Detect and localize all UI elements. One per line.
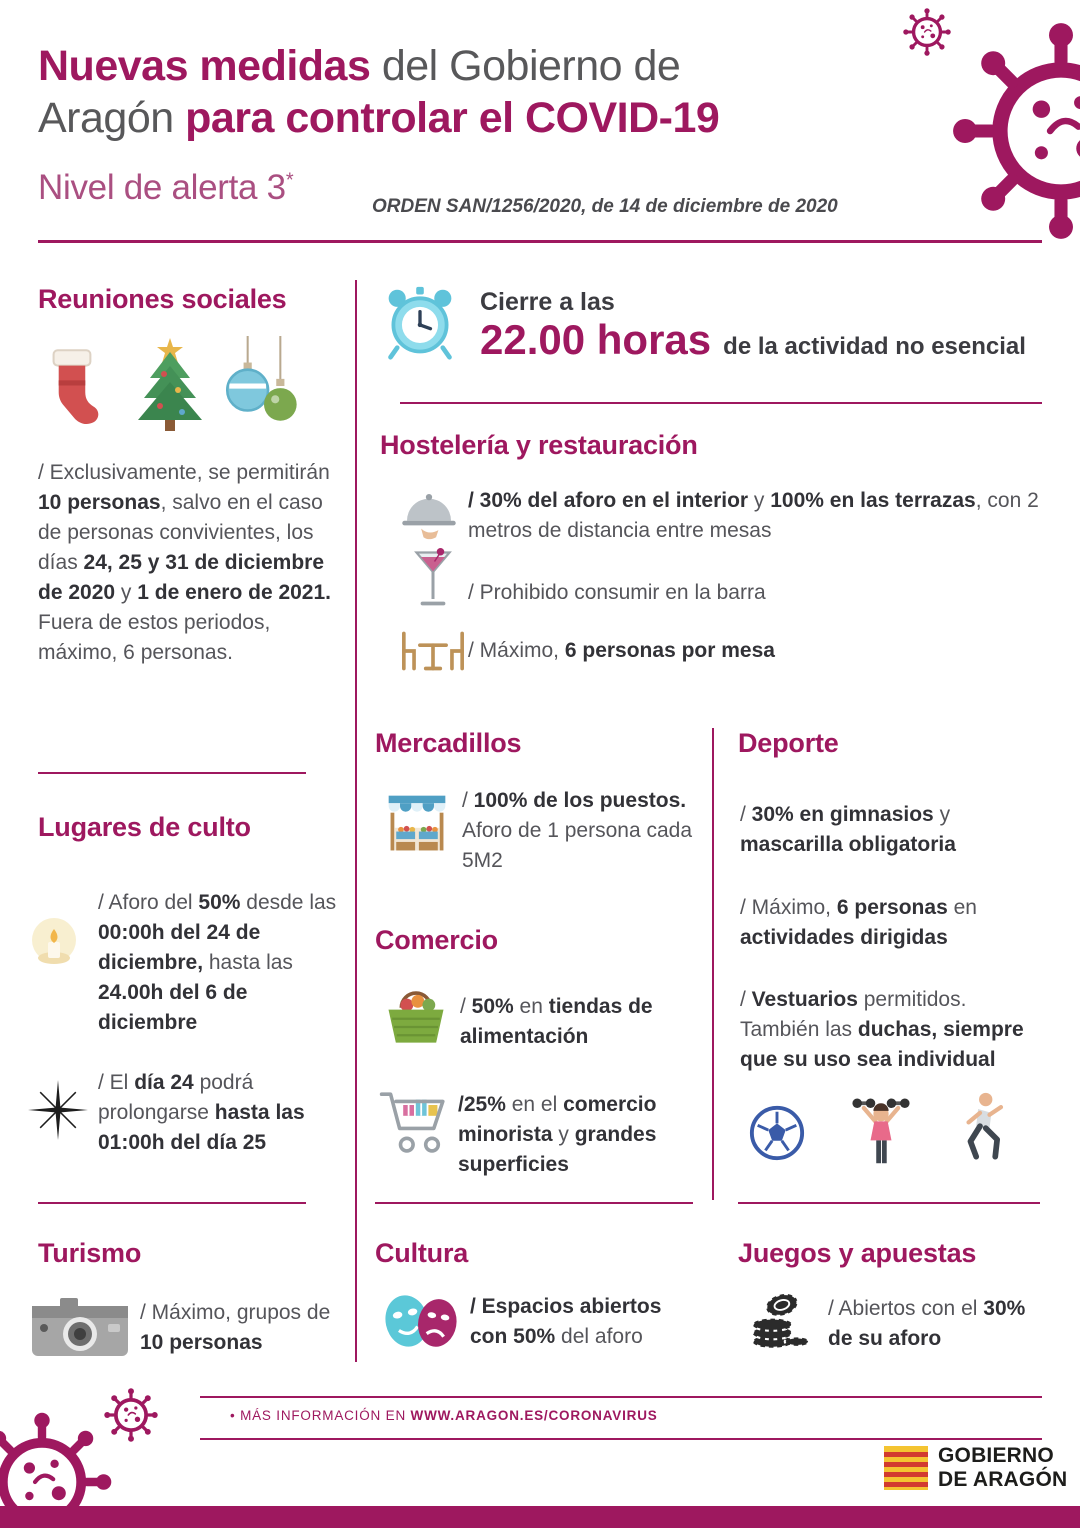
logo-line-1: GOBIERNO [938,1444,1054,1467]
christmas-stocking-icon [42,338,104,432]
christmas-tree-icon [126,334,214,434]
soccer-ball-icon [748,1104,806,1162]
turismo-item-1: / Máximo, grupos de 10 personas [140,1301,331,1355]
alert-level-text: Nivel de alerta 3 [38,168,286,207]
cocktail-icon [412,546,454,610]
vertical-divider-right [712,728,714,1200]
alarm-clock-icon [382,284,458,362]
deporte-item-1: / 30% en gimnasios y mascarilla obligatoria [740,803,956,857]
hosteleria-item-3: / Máximo, 6 personas por mesa [468,639,775,662]
middle-divider [375,1202,693,1204]
coronavirus-icon-footer-small [104,1388,158,1442]
alert-level [38,168,293,208]
culto-item-2: / El día 24 podrá prolongarse hasta las 01:00h del día 25 [98,1071,305,1155]
hosteleria-item-2: / Prohibido consumir en la barra [468,581,766,604]
culto-item-1: / Aforo del 50% desde las 00:00h del 24 de diciembre, hasta las 24.00h del 6 de diciembre [98,891,337,1035]
banner-suffix: de la actividad no esencial [723,333,1026,360]
vertical-divider-left [355,280,357,1362]
left-divider-2 [38,1202,306,1204]
order-reference: ORDEN SAN/1256/2020, de 14 de diciembre de 2020 [372,196,838,217]
section-title-culto: Lugares de culto [38,812,251,842]
banner-time: 22.00 horas [480,316,712,363]
title-gray-1: del Gobierno de [370,42,681,90]
footer-divider-bottom [200,1438,1042,1440]
banner-prefix: Cierre a las [480,288,615,316]
bottom-accent-bar [0,1506,1080,1528]
footer-info-url[interactable]: WWW.ARAGON.ES/CORONAVIRUS [410,1408,658,1423]
footer-bullet: • [230,1408,236,1423]
section-title-deporte: Deporte [738,728,839,758]
gobierno-aragon-logo [884,1444,1067,1491]
banner-main [480,316,1026,364]
section-title-comercio: Comercio [375,925,498,955]
aragon-flag-icon [884,1446,928,1490]
section-title-hosteleria: Hostelería y restauración [380,430,698,460]
serving-dome-icon [396,492,462,540]
juegos-item-1: / Abiertos con el 30% de su aforo [828,1297,1026,1351]
deporte-item-3: / Vestuarios permitidos. También las duchas, siempre que su uso sea individual [740,988,1024,1072]
section-title-reuniones: Reuniones sociales [38,284,287,314]
reuniones-paragraph: / Exclusivamente, se permitirán 10 personas, salvo en el caso de personas convivientes, los días 24, 25 y 31 de diciembre de 2020 y 1 de enero de 2021. Fuera de estos periodos, máximo, 6 personas. [38,461,332,665]
footer-divider-top [200,1396,1042,1398]
page-title [38,40,719,145]
coronavirus-icon-small [903,8,951,56]
comercio-item-2: /25% en el comercio minorista y grandes superficies [458,1093,657,1177]
running-icon [952,1090,1008,1170]
grocery-basket-icon [383,985,449,1047]
footer-info [230,1408,658,1423]
footer-info-text: MÁS INFORMACIÓN EN [235,1408,411,1423]
star-sparkle-icon [28,1080,88,1140]
hosteleria-item-1: / 30% del aforo en el interior y 100% en las terrazas, con 2 metros de distancia entre mesas [468,489,1039,543]
deporte-item-2: / Máximo, 6 personas en actividades dirigidas [740,896,977,950]
theater-masks-icon [378,1290,466,1352]
section-title-turismo: Turismo [38,1238,142,1268]
logo-line-2: DE ARAGÓN [938,1467,1068,1491]
alert-asterisk: * [285,169,294,192]
mercadillos-item-1: / 100% de los puestos. Aforo de 1 persona cada 5M2 [462,789,692,873]
title-accent-1: Nuevas medidas [38,42,371,90]
poker-chips-icon [748,1288,812,1352]
comercio-item-1: / 50% en tiendas de alimentación [460,995,653,1049]
table-chairs-icon [398,628,468,674]
market-stall-icon [383,790,451,858]
banner-divider [400,402,1042,404]
section-title-cultura: Cultura [375,1238,469,1268]
weightlifting-icon [850,1088,912,1168]
left-divider-1 [38,772,306,774]
right-divider [738,1202,1040,1204]
section-title-mercadillos: Mercadillos [375,728,522,758]
title-gray-2: Aragón [38,94,186,143]
camera-icon [30,1294,130,1360]
cultura-item-1: / Espacios abiertos con 50% del aforo [470,1295,662,1349]
header-divider [38,240,1042,243]
shopping-cart-icon [378,1082,450,1164]
title-accent-2: para controlar el COVID-19 [185,94,720,143]
coronavirus-icon-large [952,22,1080,240]
ornaments-icon [224,336,304,434]
candle-icon [22,912,86,976]
section-title-juegos: Juegos y apuestas [738,1238,977,1268]
